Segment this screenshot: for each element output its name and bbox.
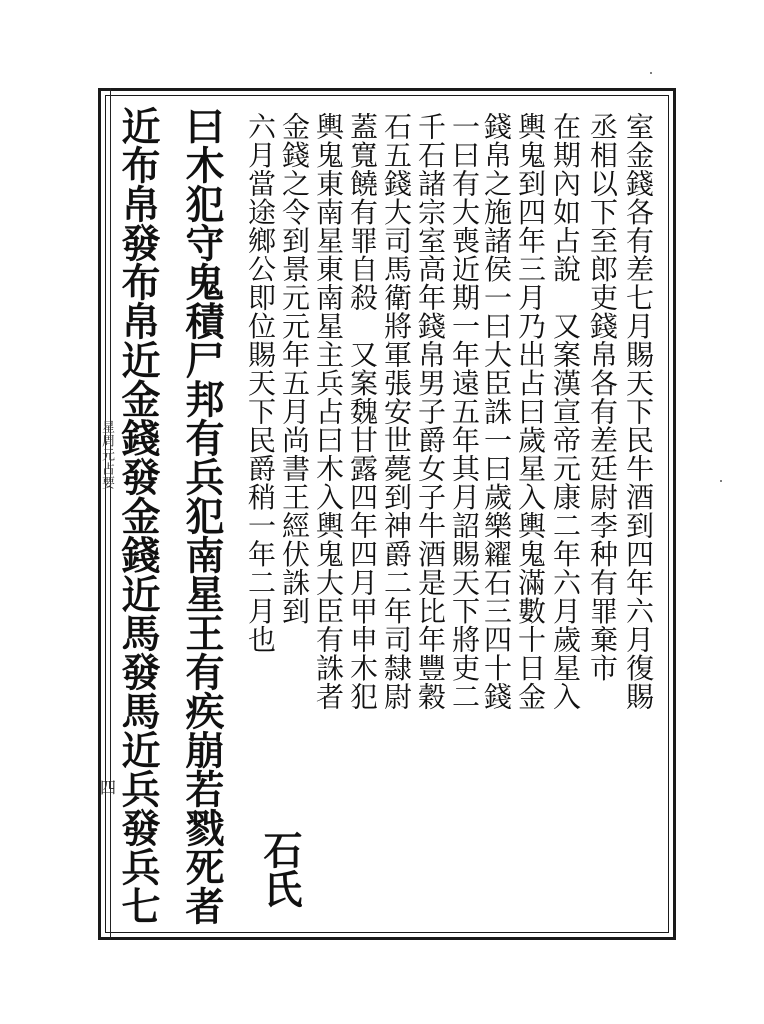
text-column-6: 一曰有大喪近期一年遠五年其月詔賜天下將吏二 xyxy=(448,112,481,711)
gutter-book-title: 星周元占要 xyxy=(99,420,114,490)
text-column-9: 蓋寬饒有罪自殺 又案魏甘露四年四月甲申木犯 xyxy=(346,112,379,711)
text-column-15: 近布帛發布帛近金錢發金錢近馬發馬近兵發兵七 xyxy=(115,106,161,925)
binding-gutter xyxy=(99,88,111,940)
text-column-7: 千石諸宗室高年錢帛男子爵女子牛酒是比年豐穀 xyxy=(414,112,447,711)
page-number: 四 xyxy=(100,778,117,797)
text-column-13: 石氏 xyxy=(257,830,303,908)
text-column-4: 輿鬼到四年三月乃出占曰歲星入輿鬼滿數十日金 xyxy=(514,112,547,711)
scan-speck xyxy=(650,72,652,74)
text-column-12: 六月當途鄉公即位賜天下民爵稍一年二月也 xyxy=(244,112,277,654)
text-column-5: 錢帛之施諸侯一曰大臣誅一曰歲樂糴石三四十錢 xyxy=(480,112,513,711)
scan-speck xyxy=(720,480,722,482)
text-column-14: 曰木犯守鬼積尸邦有兵犯南星王有疾崩若戮死者 xyxy=(179,106,225,925)
text-column-11: 金錢之令到景元元年五月尚書王經伏誅到 xyxy=(278,112,311,625)
text-column-10: 輿鬼東南星東南星主兵占曰木入輿鬼大臣有誅者 xyxy=(312,112,345,711)
text-column-2: 丞相以下至郎吏錢帛各有差廷尉李种有罪棄市 xyxy=(586,112,619,682)
text-column-8: 石五錢大司馬衛將軍張安世薨到神爵二年司隸尉 xyxy=(380,112,413,711)
text-column-3: 在期內如占說 又案漢宣帝元康二年六月歲星入 xyxy=(549,112,582,711)
text-column-1: 室金錢各有差七月賜天下民牛酒到四年六月復賜 xyxy=(622,112,655,711)
